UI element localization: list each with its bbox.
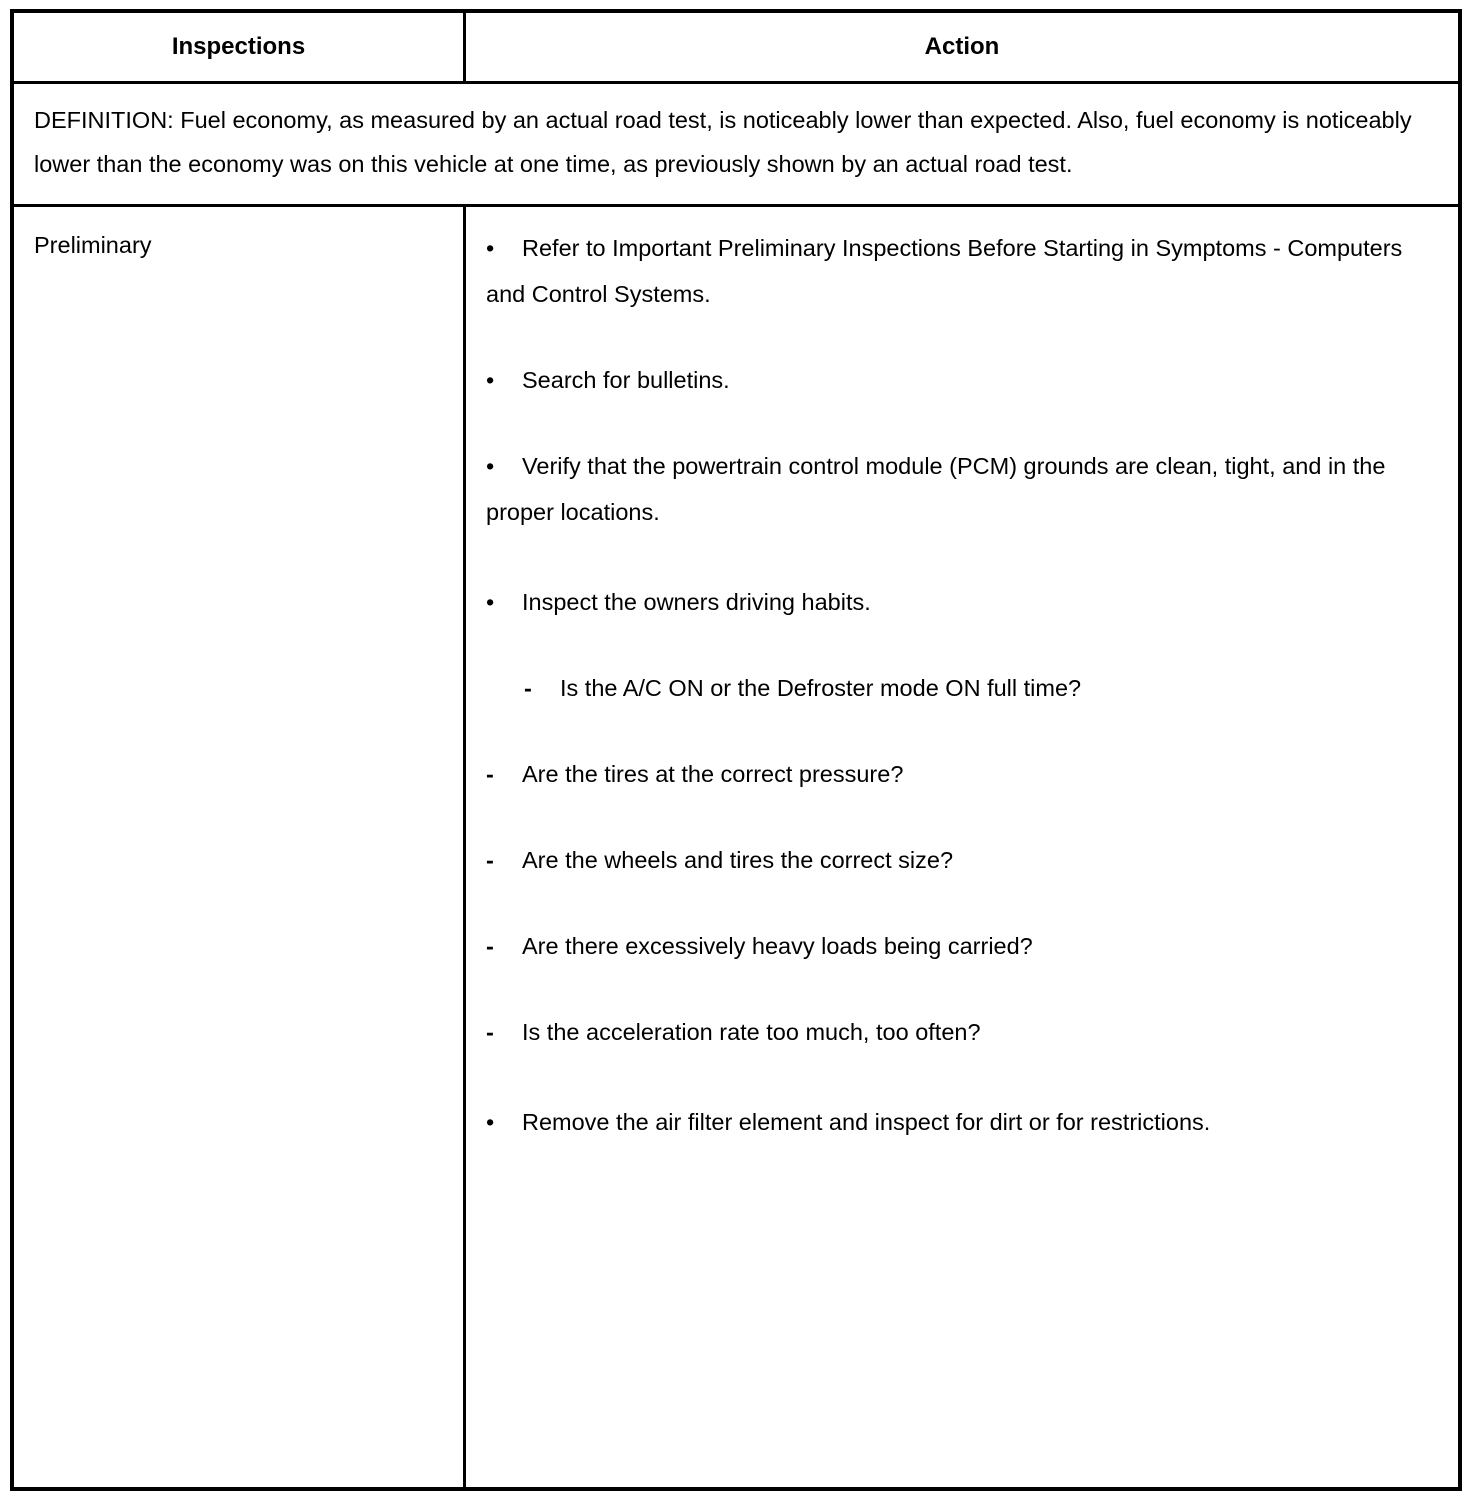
column-header-action: Action bbox=[924, 33, 1000, 60]
bullet-icon: • bbox=[486, 589, 495, 615]
inspections-action-table bbox=[10, 9, 1462, 1491]
table-body-row bbox=[14, 207, 1458, 1487]
bullet-icon: • bbox=[486, 453, 495, 479]
action-text: Are the tires at the correct pressure? bbox=[522, 761, 904, 787]
action-sub-item bbox=[486, 837, 1438, 883]
action-item bbox=[486, 443, 1438, 535]
dash-icon: - bbox=[524, 675, 532, 701]
inspection-cell bbox=[14, 207, 466, 1487]
action-text: Verify that the powertrain control module (PCM) grounds are clean, tight, and in the proper locations. bbox=[486, 453, 1386, 525]
dash-icon: - bbox=[486, 1019, 494, 1045]
action-sub-item bbox=[486, 1009, 1438, 1055]
action-item bbox=[486, 1099, 1438, 1145]
dash-icon: - bbox=[486, 847, 494, 873]
action-item bbox=[486, 225, 1438, 317]
action-text: Search for bulletins. bbox=[522, 367, 730, 393]
table-header-row bbox=[14, 13, 1458, 84]
action-text: Refer to Important Preliminary Inspections Before Starting in Symptoms - Computers and Control Systems. bbox=[486, 235, 1403, 307]
action-text: Is the A/C ON or the Defroster mode ON full time? bbox=[560, 675, 1082, 701]
dash-icon: - bbox=[486, 761, 494, 787]
action-text: Is the acceleration rate too much, too often? bbox=[522, 1019, 981, 1045]
bullet-icon: • bbox=[486, 367, 495, 393]
action-item bbox=[486, 579, 1438, 625]
action-sub-item bbox=[486, 923, 1438, 969]
action-text: Are there excessively heavy loads being carried? bbox=[522, 933, 1033, 959]
bullet-icon: • bbox=[486, 235, 495, 261]
bullet-icon: • bbox=[486, 1109, 495, 1135]
definition-row: DEFINITION: Fuel economy, as measured by an actual road test, is noticeably lower than expected. Also, fuel economy is noticeably lower than the economy was on this vehicle at one time, as previously shown by an actual road test. bbox=[14, 84, 1458, 207]
column-header-inspections: Inspections bbox=[14, 13, 466, 81]
action-sub-item bbox=[486, 665, 1438, 711]
action-cell bbox=[466, 207, 1458, 1487]
inspection-label: Preliminary bbox=[34, 232, 152, 258]
action-text: Inspect the owners driving habits. bbox=[522, 589, 871, 615]
action-text: Are the wheels and tires the correct size? bbox=[522, 847, 954, 873]
action-text: Remove the air filter element and inspect for dirt or for restrictions. bbox=[522, 1109, 1211, 1135]
action-item bbox=[486, 357, 1438, 403]
dash-icon: - bbox=[486, 933, 494, 959]
action-sub-item bbox=[486, 751, 1438, 797]
